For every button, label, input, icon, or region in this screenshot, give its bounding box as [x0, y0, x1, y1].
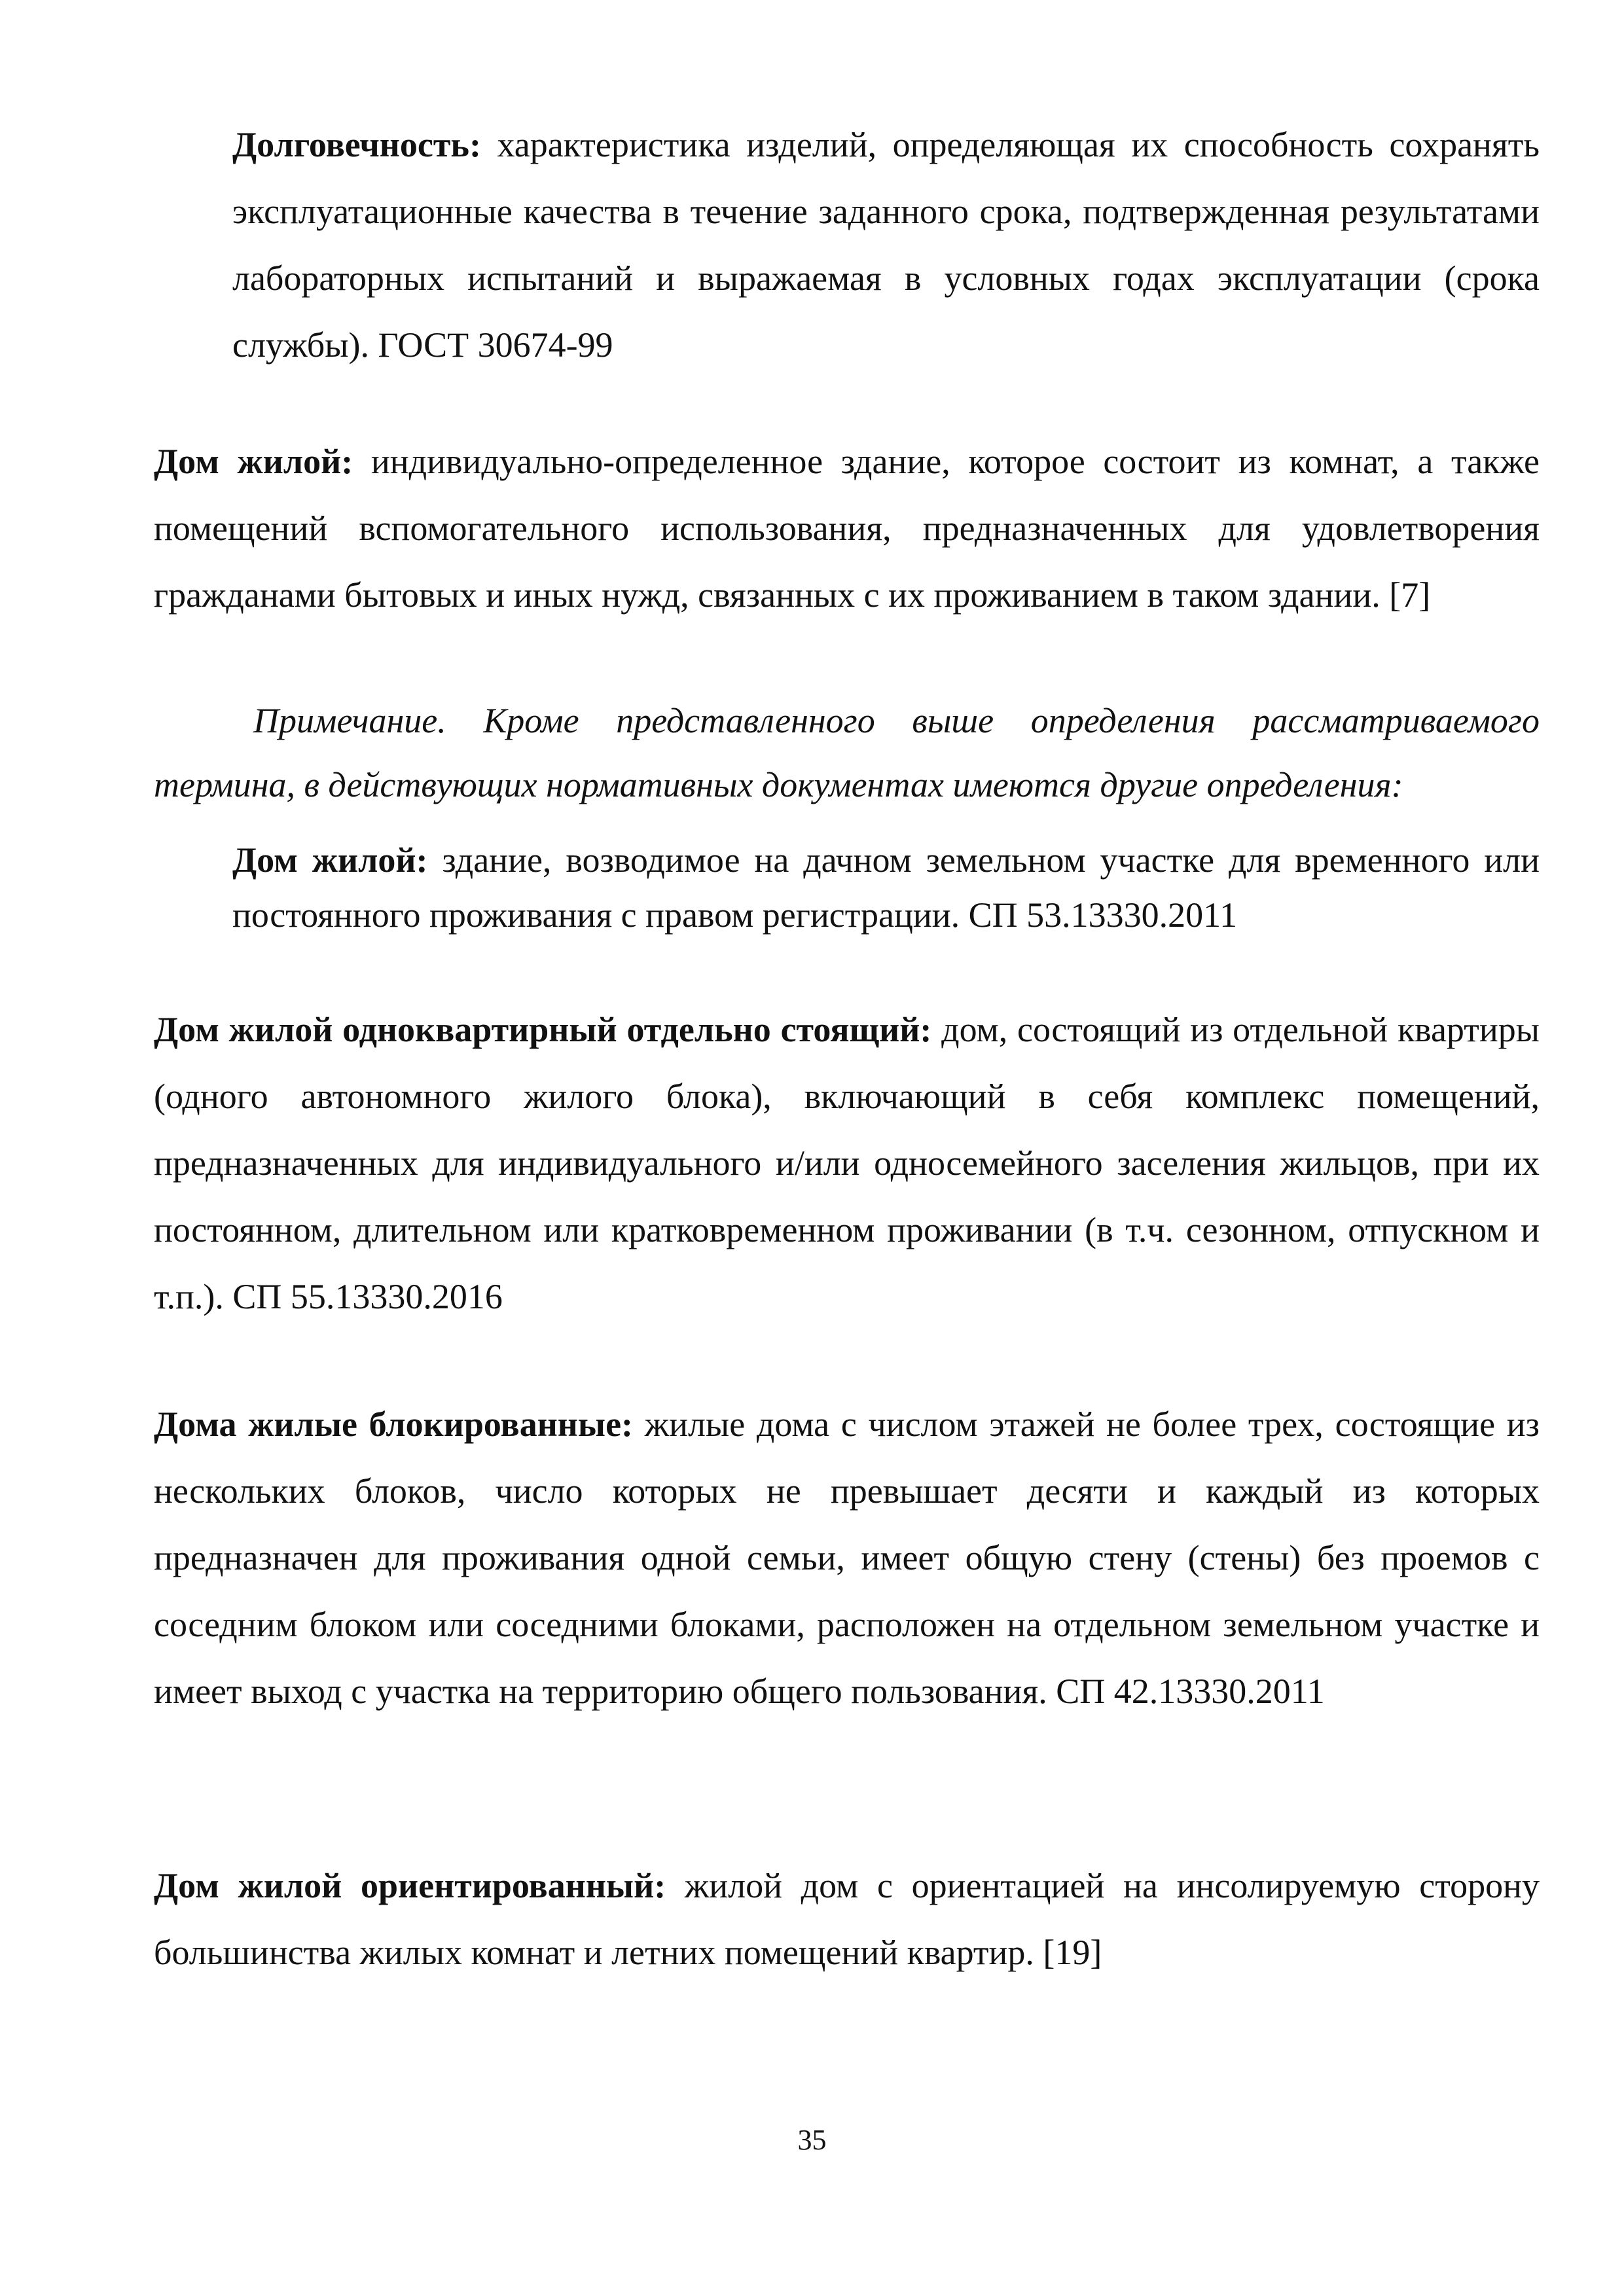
entry-definition: здание, возводимое на дачном земельном участке для временного или постоянного проживания с правом регистрации. СП 53.13330.2011 [232, 840, 1540, 935]
entry-term: Дом жилой ориентированный: [154, 1866, 666, 1905]
glossary-note: Примечание. Кроме представленного выше определения рассматриваемого термина, в действующих нормативных документах имеются другие определения: [154, 701, 1540, 804]
entry-definition: дом, состоящий из отдельной квартиры (одного автономного жилого блока), включающий в себя комплекс помещений, предназначенных для индивидуального и/или односемейного заселения жильцов, при их постоянном, длительном или кратковременном проживании (в т.ч. сезонном, отпускном и т.п.). СП 55.13330.2016 [154, 1010, 1540, 1316]
entry-definition: жилые дома с числом этажей не более трех, состоящие из нескольких блоков, число которых не превышает десяти и каждый из которых предназначен для проживания одной семьи, имеет общую стену (стены) без проемов с соседним блоком или соседними блоками, расположен на отдельном земельном участке и имеет выход с участка на территорию общего пользования. СП 42.13330.2011 [154, 1405, 1540, 1711]
entry-term: Дома жилые блокированные: [154, 1405, 634, 1444]
entry-definition: характеристика изделий, определяющая их способность сохранять эксплуатационные качества в течение заданного срока, подтвержденная результатами лабораторных испытаний и выражаемая в условных годах эксплуатации (срока службы). ГОСТ 30674-99 [232, 125, 1540, 365]
glossary-entry-residential-house-alt [232, 833, 1540, 942]
glossary-entry-blocked-houses [154, 1391, 1540, 1725]
glossary-entry-durability [232, 111, 1540, 378]
entry-term: Дом жилой одноквартирный отдельно стоящий: [154, 1010, 932, 1049]
entry-term: Дом жилой: [154, 442, 353, 481]
entry-term: Долговечность: [232, 125, 481, 164]
entry-definition: жилой дом с ориентацией на инсолируемую сторону большинства жилых комнат и летних помещений квартир. [19] [154, 1866, 1540, 1972]
entry-definition: индивидуально-определенное здание, которое состоит из комнат, а также помещений вспомогательного использования, предназначенных для удовлетворения гражданами бытовых и иных нужд, связанных с их проживанием в таком здании. [7] [154, 442, 1540, 615]
glossary-entry-oriented-house [154, 1852, 1540, 1986]
glossary-entry-residential-house [154, 428, 1540, 628]
entry-term: Дом жилой: [232, 840, 428, 880]
glossary-entry-detached-house [154, 996, 1540, 1330]
page-number: 35 [797, 2124, 827, 2156]
